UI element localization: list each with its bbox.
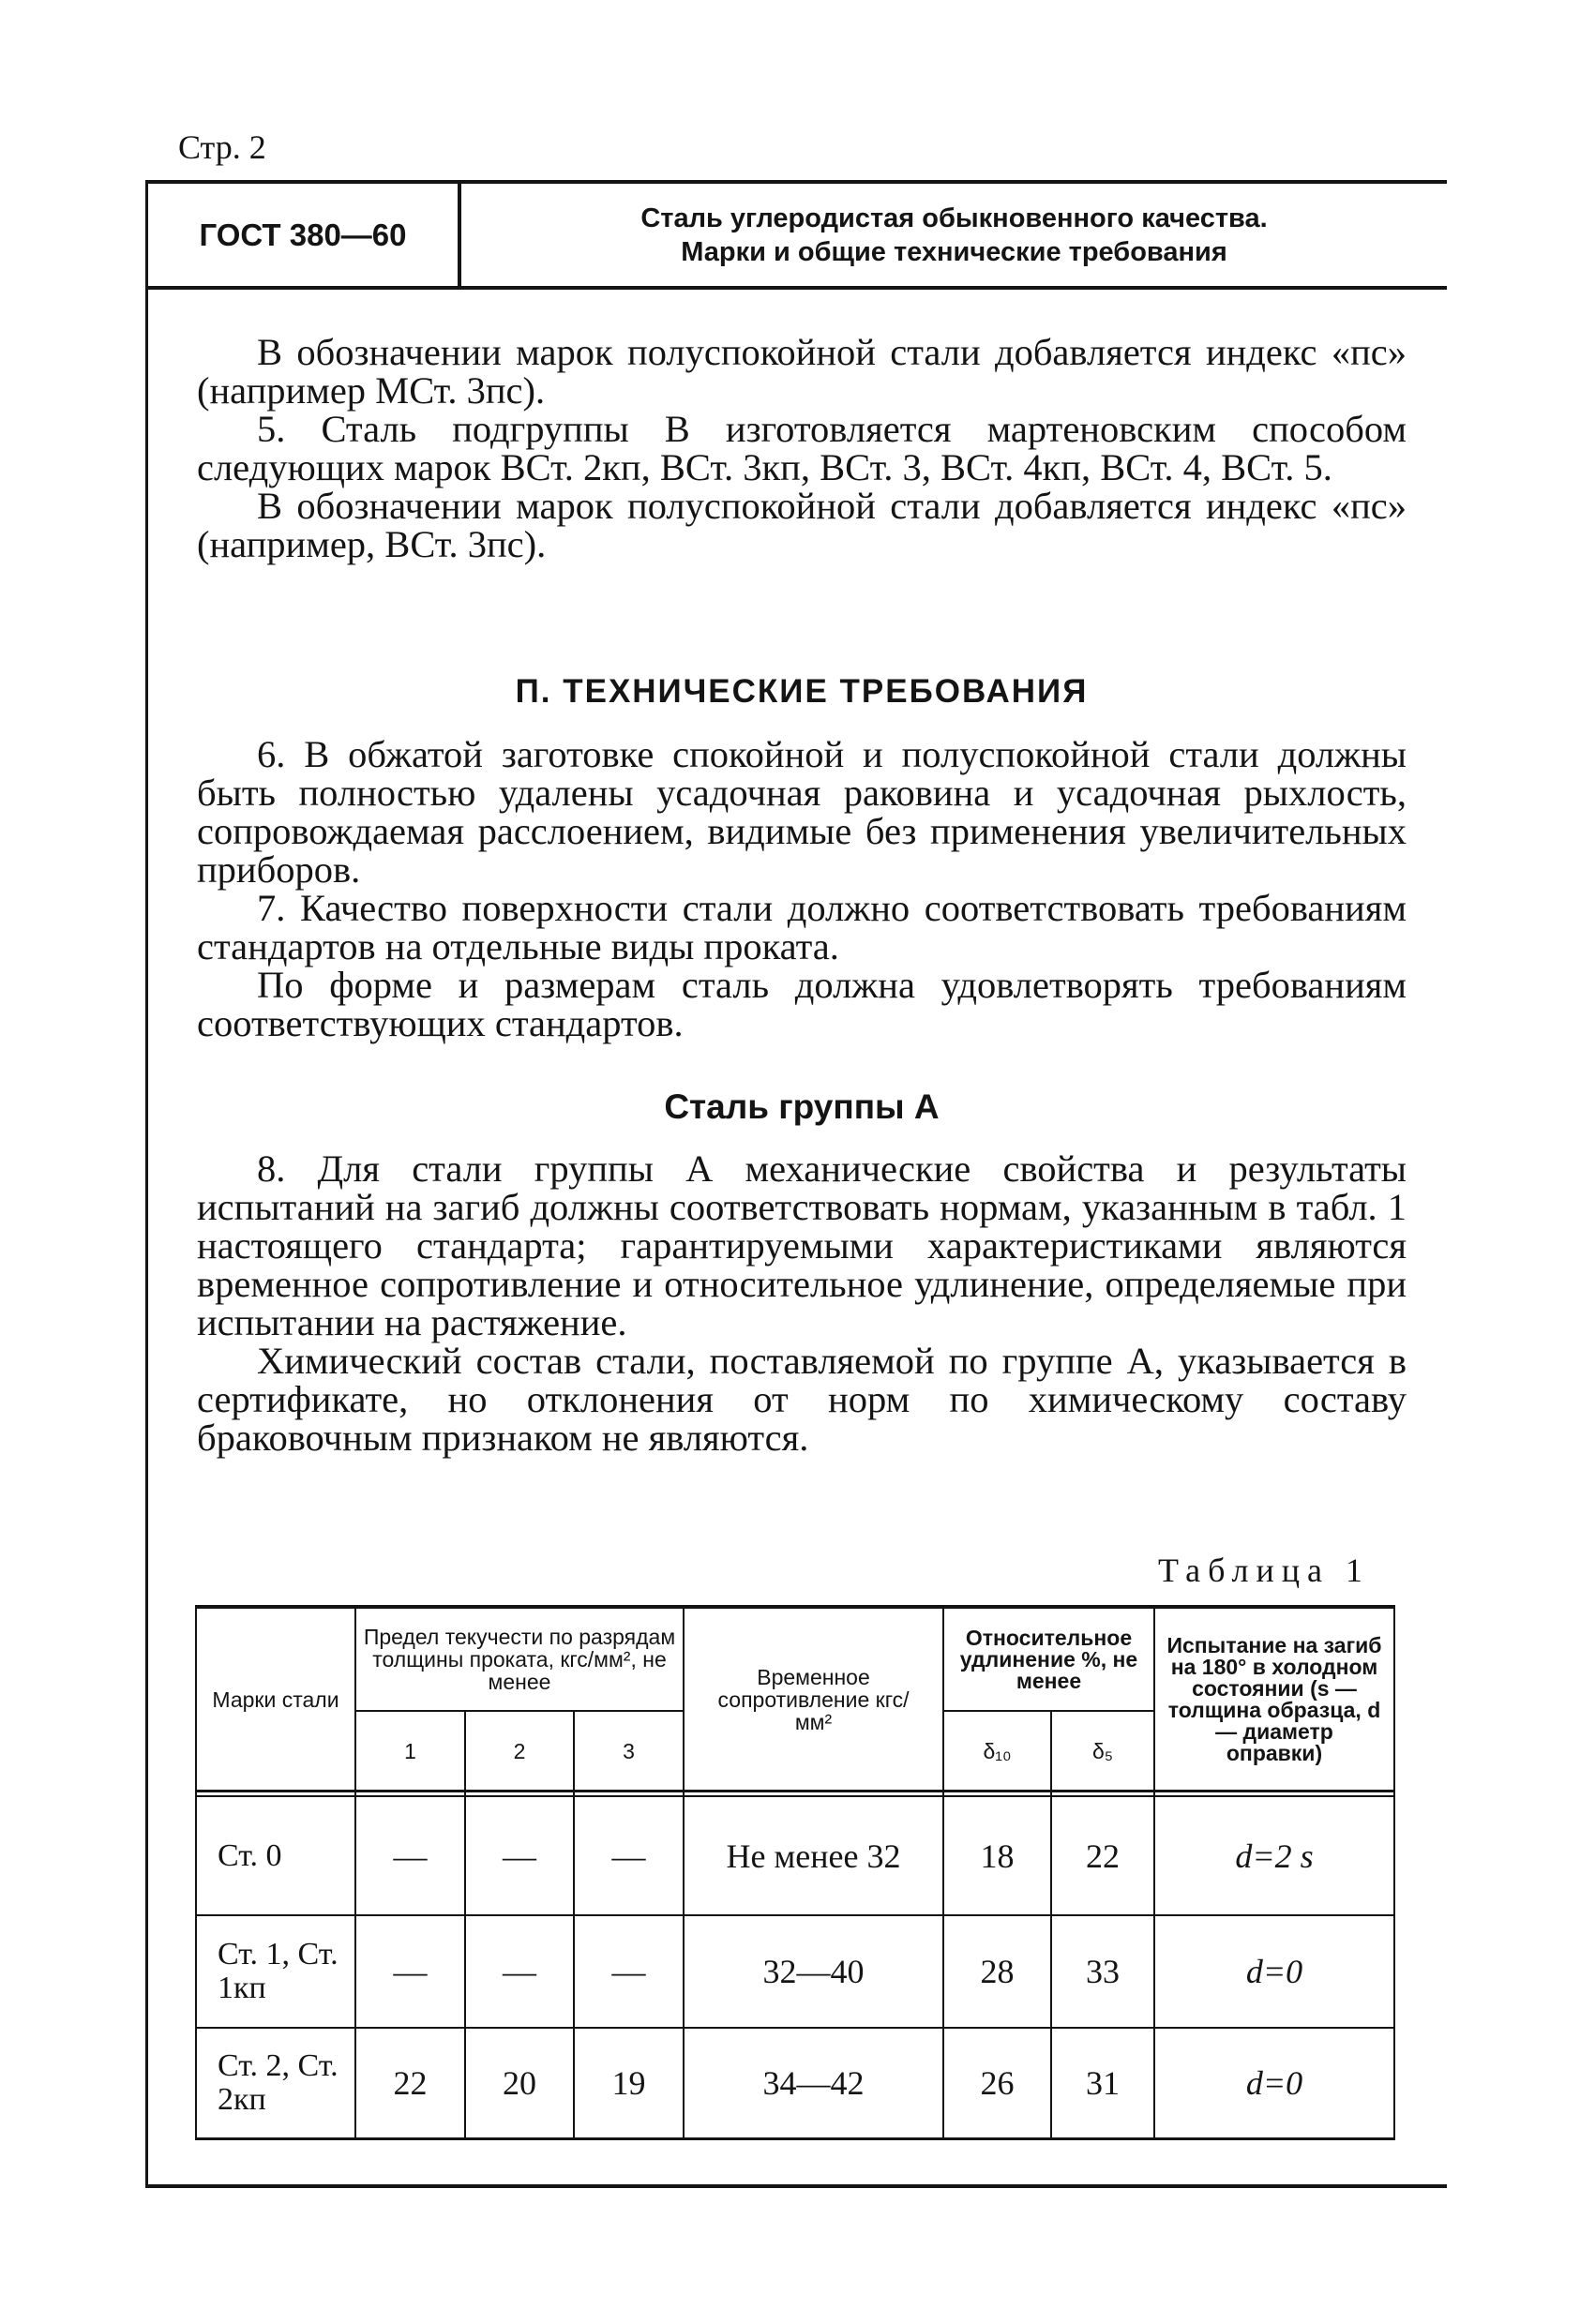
- table-cell: Не менее 32: [726, 1837, 901, 1875]
- header-grade: Марки стали: [212, 1687, 339, 1712]
- table-cell: 18: [980, 1837, 1015, 1875]
- table-cell: 28: [980, 1953, 1015, 1990]
- table-cell: 32—40: [762, 1953, 865, 1990]
- table-cell: 19: [611, 2064, 646, 2102]
- table-cell: 33: [1086, 1953, 1120, 1990]
- group-a-text: [197, 1149, 1407, 1457]
- page-number: Стр. 2: [178, 128, 266, 166]
- frame-bottom-rule: [145, 2184, 1447, 2188]
- document-title: [461, 184, 1447, 286]
- header-tensile: Временное сопротивление кгс/мм²: [717, 1664, 910, 1734]
- header-yield-2: 2: [513, 1738, 526, 1763]
- table-cell: 34—42: [762, 2064, 865, 2102]
- header-delta-10: δ₁₀: [983, 1738, 1012, 1763]
- subsection-heading: Сталь группы А: [664, 1087, 940, 1126]
- header-yield: Предел текучести по разрядам толщины проката, кгс/мм², не менее: [363, 1625, 676, 1694]
- requirements-text: [197, 735, 1407, 1042]
- table-cell: —: [611, 1837, 646, 1875]
- table-cell: 20: [503, 2064, 536, 2102]
- table-cell: 26: [980, 2064, 1015, 2102]
- table-cell: —: [393, 1837, 428, 1875]
- properties-table: [195, 1605, 1395, 2139]
- header-yield-3: 3: [623, 1738, 635, 1763]
- paragraph-6: 6. В обжатой заготовке спокойной и полуспокойной стали должны быть полностью удалены усадочная раковина и усадочная рыхлость, сопровождаемая расслоением, видимые без применения увеличительных приборов.: [197, 733, 1407, 891]
- table-cell: d=2 s: [1235, 1837, 1314, 1875]
- table-cell: 22: [1086, 1837, 1120, 1875]
- header-bend-test: Испытание на загиб на 180° в холодном состоянии (s — толщина образца, d — диаметр оправки): [1166, 1632, 1382, 1765]
- table-cell: —: [503, 1837, 536, 1875]
- header-yield-1: 1: [404, 1738, 416, 1763]
- table-caption: Таблица 1: [1158, 1552, 1370, 1589]
- table-cell: d=0: [1245, 1953, 1303, 1990]
- table-cell: 22: [393, 2064, 428, 2102]
- intro-text: [197, 333, 1407, 563]
- table-cell: d=0: [1245, 2064, 1303, 2102]
- document-header: [145, 180, 1447, 290]
- table-cell: 31: [1086, 2064, 1120, 2102]
- paragraph: В обозначении марок полуспокойной стали добавляется индекс «пс» (например, ВСт. 3пс).: [197, 485, 1407, 565]
- paragraph-7: 7. Качество поверхности стали должно соответствовать требованиям стандартов на отдельные виды проката.: [197, 887, 1407, 967]
- table-cell: —: [503, 1953, 536, 1990]
- header-delta-5: δ₅: [1091, 1738, 1114, 1763]
- paragraph-5: 5. Сталь подгруппы В изготовляется мартеновским способом следующих марок ВСт. 2кп, ВСт. 3кп, ВСт. 3, ВСт. 4кп, ВСт. 4, ВСт. 5.: [197, 408, 1407, 488]
- table-cell-grade: Ст. 2, Ст. 2кп: [218, 2048, 339, 2117]
- title-line-2: Марки и общие технические требования: [681, 236, 1227, 267]
- paragraph: Химический состав стали, поставляемой по группе А, указывается в сертификате, но отклонения от норм по химическому составу браковочным признаком не являются.: [197, 1340, 1407, 1459]
- title-line-1: Сталь углеродистая обыкновенного качества.: [640, 202, 1268, 233]
- table-cell-grade: Ст. 1, Ст. 1кп: [218, 1937, 339, 2005]
- table-bottom-rule: [195, 2137, 1395, 2140]
- standard-code: ГОСТ 380—60: [199, 217, 407, 252]
- table-right-rule: [1393, 1605, 1395, 2139]
- frame-left-rule: [145, 180, 148, 2186]
- table-cell-grade: Ст. 0: [218, 1837, 282, 1873]
- header-elongation: Относительное удлинение %, не менее: [959, 1625, 1138, 1693]
- table-cell: —: [393, 1953, 428, 1990]
- paragraph-8: 8. Для стали группы А механические свойства и результаты испытаний на загиб должны соответствовать нормам, указанным в табл. 1 настоящего стандарта; гарантируемыми характеристиками являются временное сопротивление и относительное удлинение, определяемые при испытании на растяжение.: [197, 1147, 1407, 1343]
- paragraph: В обозначении марок полуспокойной стали добавляется индекс «пс» (например МСт. 3пс).: [197, 331, 1407, 412]
- table-cell: —: [611, 1953, 646, 1990]
- paragraph: По форме и размерам сталь должна удовлетворять требованиям соответствующих стандартов.: [197, 964, 1407, 1044]
- table-header-rule: [195, 1790, 1395, 1792]
- section-heading: П. ТЕХНИЧЕСКИЕ ТРЕБОВАНИЯ: [515, 673, 1089, 710]
